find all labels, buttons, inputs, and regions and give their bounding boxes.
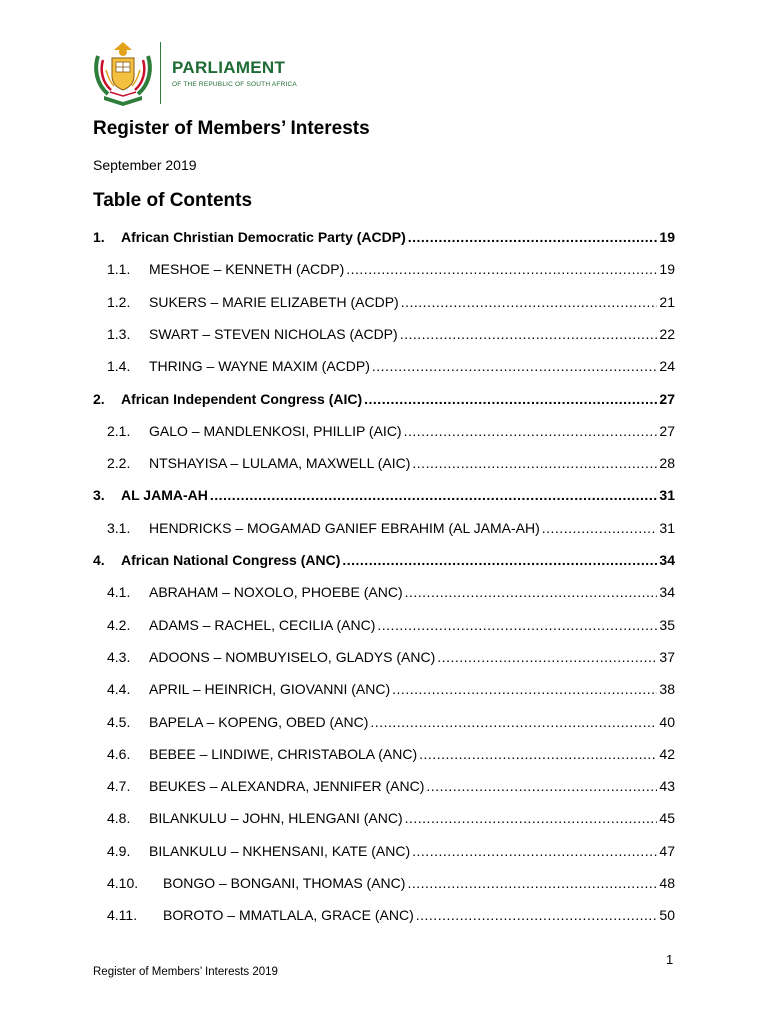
- toc-entry-number: 4.6.: [107, 745, 131, 762]
- toc-entry-page: 27: [659, 390, 675, 407]
- toc-entry-page: 37: [659, 648, 675, 665]
- document-date: September 2019: [93, 157, 197, 173]
- toc-dot-leader: [372, 358, 658, 374]
- toc-entry-label: APRIL – HEINRICH, GIOVANNI (ANC): [149, 681, 391, 698]
- toc-entry-page: 31: [659, 487, 675, 504]
- coat-of-arms-icon: [92, 40, 154, 106]
- toc-dot-leader: [346, 261, 657, 277]
- toc-entry-label: NTSHAYISA – LULAMA, MAXWELL (AIC): [149, 455, 411, 472]
- toc-entry-number: 1.: [93, 229, 105, 245]
- toc-entry-number: 1.3.: [107, 325, 131, 342]
- toc-entry-label: THRING – WAYNE MAXIM (ACDP): [149, 358, 370, 375]
- logo-divider: [160, 42, 161, 104]
- toc-entry-number: 4.9.: [107, 842, 131, 859]
- toc-entry-page: 19: [659, 261, 675, 278]
- toc-entry-label: African Christian Democratic Party (ACDP): [121, 229, 406, 245]
- toc-entry-label: BEUKES – ALEXANDRA, JENNIFER (ANC): [149, 778, 425, 795]
- toc-entry-number: 4.11.: [107, 907, 138, 924]
- toc-entry-number: 4.5.: [107, 713, 131, 730]
- toc-member-entry[interactable]: [93, 617, 675, 637]
- toc-member-entry[interactable]: [93, 294, 675, 314]
- toc-dot-leader: [407, 875, 657, 891]
- toc-dot-leader: [392, 681, 657, 697]
- toc-entry-label: BONGO – BONGANI, THOMAS (ANC): [163, 875, 406, 891]
- toc-entry-page: 48: [659, 875, 675, 891]
- toc-dot-leader: [426, 778, 657, 794]
- toc-entry-number: 4.3.: [107, 648, 131, 665]
- toc-entry-number: 2.: [93, 390, 105, 407]
- toc-entry-label: BOROTO – MMATLALA, GRACE (ANC): [163, 907, 414, 924]
- toc-entry-page: 43: [659, 778, 675, 795]
- toc-dot-leader: [370, 714, 657, 730]
- toc-member-entry[interactable]: [93, 326, 675, 346]
- toc-member-entry[interactable]: [93, 261, 675, 281]
- toc-section-entry[interactable]: [93, 552, 675, 572]
- toc-entry-page: 42: [659, 745, 675, 762]
- toc-member-entry[interactable]: [93, 681, 675, 701]
- toc-entry-number: 3.: [93, 487, 105, 504]
- toc-entry-page: 24: [659, 358, 675, 375]
- toc-entry-page: 40: [659, 713, 675, 730]
- toc-entry-number: 4.8.: [107, 810, 131, 827]
- toc-dot-leader: [405, 584, 658, 600]
- toc-entry-page: 38: [659, 681, 675, 698]
- toc-entry-page: 50: [659, 907, 675, 924]
- toc-entry-label: African Independent Congress (AIC): [121, 390, 363, 407]
- footer-page-number: 1: [666, 952, 674, 967]
- toc-entry-label: SWART – STEVEN NICHOLAS (ACDP): [149, 325, 398, 342]
- toc-member-entry[interactable]: [93, 714, 675, 734]
- toc-dot-leader: [419, 746, 657, 762]
- toc-entry-number: 1.1.: [107, 261, 131, 278]
- toc-entry-page: 21: [659, 293, 675, 310]
- toc-dot-leader: [210, 487, 658, 503]
- toc-member-entry[interactable]: [93, 520, 675, 540]
- toc-entry-number: 4.: [93, 552, 105, 568]
- toc-dot-leader: [408, 229, 658, 245]
- toc-entry-page: 28: [659, 455, 675, 472]
- toc-entry-page: 22: [659, 325, 675, 342]
- toc-dot-leader: [437, 649, 657, 665]
- toc-member-entry[interactable]: [93, 584, 675, 604]
- parliament-logo: [92, 40, 312, 108]
- toc-dot-leader: [542, 520, 658, 536]
- toc-dot-leader: [412, 843, 657, 859]
- toc-dot-leader: [416, 907, 658, 923]
- toc-entry-label: BEBEE – LINDIWE, CHRISTABOLA (ANC): [149, 745, 418, 762]
- toc-dot-leader: [404, 423, 658, 439]
- toc-entry-label: BILANKULU – JOHN, HLENGANI (ANC): [149, 810, 403, 827]
- toc-dot-leader: [405, 810, 658, 826]
- toc-entry-number: 2.1.: [107, 422, 131, 439]
- toc-member-entry[interactable]: [93, 358, 675, 378]
- toc-dot-leader: [400, 326, 658, 342]
- toc-entry-page: 34: [659, 552, 675, 568]
- toc-entry-number: 3.1.: [107, 519, 131, 536]
- toc-entry-label: AL JAMA-AH: [121, 487, 208, 504]
- toc-member-entry[interactable]: [93, 875, 675, 895]
- toc-member-entry[interactable]: [93, 423, 675, 443]
- toc-entry-label: BAPELA – KOPENG, OBED (ANC): [149, 713, 369, 730]
- toc-entry-number: 1.4.: [107, 358, 131, 375]
- toc-member-entry[interactable]: [93, 649, 675, 669]
- toc-member-entry[interactable]: [93, 907, 675, 927]
- toc-entry-page: 45: [659, 810, 675, 827]
- toc-entry-label: ADOONS – NOMBUYISELO, GLADYS (ANC): [149, 648, 436, 665]
- toc-entry-number: 4.1.: [107, 584, 131, 601]
- toc-entry-label: African National Congress (ANC): [121, 552, 341, 568]
- toc-entry-label: HENDRICKS – MOGAMAD GANIEF EBRAHIM (AL JAMA-AH): [149, 519, 540, 536]
- toc-dot-leader: [412, 455, 657, 471]
- toc-member-entry[interactable]: [93, 455, 675, 475]
- toc-dot-leader: [364, 391, 657, 407]
- org-subtitle: OF THE REPUBLIC OF SOUTH AFRICA: [172, 81, 297, 88]
- toc-section-entry[interactable]: [93, 391, 675, 411]
- toc-dot-leader: [401, 294, 658, 310]
- toc-entry-number: 4.10.: [107, 875, 139, 891]
- toc-member-entry[interactable]: [93, 778, 675, 798]
- toc-entry-number: 1.2.: [107, 293, 131, 310]
- footer-title: Register of Members’ Interests 2019: [93, 966, 278, 978]
- toc-entry-number: 4.2.: [107, 616, 131, 633]
- toc-entry-page: 47: [659, 842, 675, 859]
- toc-member-entry[interactable]: [93, 810, 675, 830]
- toc-entry-page: 27: [659, 422, 675, 439]
- toc-entry-label: MESHOE – KENNETH (ACDP): [149, 261, 345, 278]
- toc-entry-label: SUKERS – MARIE ELIZABETH (ACDP): [149, 293, 399, 310]
- toc-section-entry[interactable]: [93, 229, 675, 249]
- toc-dot-leader: [377, 617, 657, 633]
- toc-member-entry[interactable]: [93, 843, 675, 863]
- toc-entry-label: GALO – MANDLENKOSI, PHILLIP (AIC): [149, 422, 402, 439]
- org-name: PARLIAMENT: [172, 58, 286, 77]
- toc-heading: Table of Contents: [93, 190, 253, 211]
- toc-entry-label: ADAMS – RACHEL, CECILIA (ANC): [149, 616, 376, 633]
- toc-entry-page: 31: [659, 519, 675, 536]
- toc-entry-page: 19: [659, 229, 675, 245]
- toc-entry-page: 34: [659, 584, 675, 601]
- document-title: Register of Members’ Interests: [93, 118, 370, 139]
- toc-entry-label: ABRAHAM – NOXOLO, PHOEBE (ANC): [149, 584, 403, 601]
- toc-member-entry[interactable]: [93, 746, 675, 766]
- toc-entry-page: 35: [659, 616, 675, 633]
- toc-section-entry[interactable]: [93, 487, 675, 507]
- toc-entry-number: 2.2.: [107, 455, 131, 472]
- toc-dot-leader: [342, 552, 657, 568]
- toc-entry-label: BILANKULU – NKHENSANI, KATE (ANC): [149, 842, 411, 859]
- toc-entry-number: 4.7.: [107, 778, 131, 795]
- toc-entry-number: 4.4.: [107, 681, 131, 698]
